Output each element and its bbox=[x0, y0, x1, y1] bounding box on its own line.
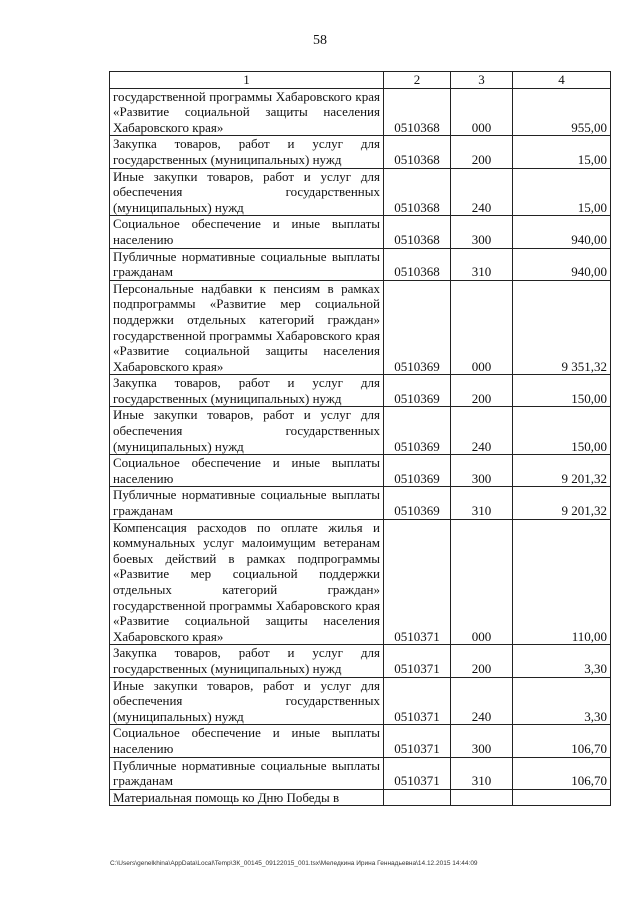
row-amount bbox=[513, 789, 611, 806]
row-amount: 3,30 bbox=[513, 677, 611, 725]
row-amount: 9 201,32 bbox=[513, 455, 611, 487]
row-description: Публичные нормативные социальные выплаты гражданам bbox=[110, 487, 384, 519]
row-amount: 15,00 bbox=[513, 168, 611, 216]
table-row bbox=[110, 136, 611, 168]
row-target-code: 0510369 bbox=[384, 487, 451, 519]
row-amount: 9 201,32 bbox=[513, 487, 611, 519]
row-amount: 940,00 bbox=[513, 248, 611, 280]
row-description: Закупка товаров, работ и услуг для государственных (муниципальных) нужд bbox=[110, 645, 384, 677]
row-amount: 955,00 bbox=[513, 88, 611, 136]
row-target-code: 0510371 bbox=[384, 519, 451, 645]
table-row bbox=[110, 216, 611, 248]
row-description: Публичные нормативные социальные выплаты гражданам bbox=[110, 248, 384, 280]
table-row bbox=[110, 645, 611, 677]
row-target-code: 0510371 bbox=[384, 725, 451, 757]
table-row bbox=[110, 789, 611, 806]
row-description: Материальная помощь ко Дню Победы в bbox=[110, 789, 384, 806]
row-description: Иные закупки товаров, работ и услуг для обеспечения государственных (муниципальных) нужд bbox=[110, 407, 384, 455]
row-amount: 150,00 bbox=[513, 407, 611, 455]
header-row bbox=[110, 72, 611, 89]
row-expense-type: 240 bbox=[451, 168, 513, 216]
row-amount: 3,30 bbox=[513, 645, 611, 677]
row-description: Социальное обеспечение и иные выплаты населению bbox=[110, 455, 384, 487]
table-row bbox=[110, 407, 611, 455]
row-description: Иные закупки товаров, работ и услуг для обеспечения государственных (муниципальных) нужд bbox=[110, 168, 384, 216]
row-amount: 106,70 bbox=[513, 725, 611, 757]
row-expense-type: 200 bbox=[451, 375, 513, 407]
row-target-code: 0510369 bbox=[384, 407, 451, 455]
row-description: Компенсация расходов по оплате жилья и коммунальных услуг малоимущим ветеранам боевых действий в рамках подпрограммы «Развитие мер социальной поддержки отдельных категорий граждан» государственной программы Хабаровского края «Развитие социальной защиты населения Хабаровского края» bbox=[110, 519, 384, 645]
table-row bbox=[110, 725, 611, 757]
row-description: Социальное обеспечение и иные выплаты населению bbox=[110, 216, 384, 248]
row-expense-type bbox=[451, 789, 513, 806]
row-amount: 110,00 bbox=[513, 519, 611, 645]
row-expense-type: 310 bbox=[451, 487, 513, 519]
row-expense-type: 240 bbox=[451, 407, 513, 455]
table-row bbox=[110, 519, 611, 645]
row-expense-type: 240 bbox=[451, 677, 513, 725]
row-target-code: 0510369 bbox=[384, 455, 451, 487]
row-description: Персональные надбавки к пенсиям в рамках подпрограммы «Развитие мер социальной поддержки отдельных категорий граждан» государственной программы Хабаровского края «Развитие социальной защиты населения Хабаровского края» bbox=[110, 280, 384, 375]
row-expense-type: 310 bbox=[451, 757, 513, 789]
row-target-code: 0510368 bbox=[384, 216, 451, 248]
row-expense-type: 000 bbox=[451, 519, 513, 645]
row-description: государственной программы Хабаровского края «Развитие социальной защиты населения Хабаровского края» bbox=[110, 88, 384, 136]
row-description: Публичные нормативные социальные выплаты гражданам bbox=[110, 757, 384, 789]
table-row bbox=[110, 455, 611, 487]
row-target-code: 0510368 bbox=[384, 136, 451, 168]
row-description: Иные закупки товаров, работ и услуг для обеспечения государственных (муниципальных) нужд bbox=[110, 677, 384, 725]
table-row bbox=[110, 375, 611, 407]
row-expense-type: 000 bbox=[451, 88, 513, 136]
row-expense-type: 000 bbox=[451, 280, 513, 375]
row-description: Закупка товаров, работ и услуг для государственных (муниципальных) нужд bbox=[110, 136, 384, 168]
row-amount: 150,00 bbox=[513, 375, 611, 407]
row-target-code: 0510371 bbox=[384, 677, 451, 725]
row-amount: 9 351,32 bbox=[513, 280, 611, 375]
column-header-4: 4 bbox=[513, 72, 611, 89]
row-description: Закупка товаров, работ и услуг для государственных (муниципальных) нужд bbox=[110, 375, 384, 407]
footer-path: C:\Users\genelkhina\AppData\Local\Temp\ЗК_00145_09122015_001.tsx\Меледкина Ирина Геннадьевна\14.12.2015 14:44:09 bbox=[110, 860, 478, 867]
budget-table bbox=[109, 71, 611, 806]
row-target-code: 0510369 bbox=[384, 375, 451, 407]
row-expense-type: 300 bbox=[451, 455, 513, 487]
row-target-code: 0510369 bbox=[384, 280, 451, 375]
table-row bbox=[110, 757, 611, 789]
table-row bbox=[110, 280, 611, 375]
row-amount: 106,70 bbox=[513, 757, 611, 789]
row-target-code: 0510368 bbox=[384, 88, 451, 136]
table-row bbox=[110, 88, 611, 136]
row-target-code: 0510368 bbox=[384, 168, 451, 216]
table-row bbox=[110, 168, 611, 216]
row-expense-type: 200 bbox=[451, 645, 513, 677]
row-expense-type: 200 bbox=[451, 136, 513, 168]
row-target-code: 0510371 bbox=[384, 645, 451, 677]
table-row bbox=[110, 677, 611, 725]
row-expense-type: 300 bbox=[451, 216, 513, 248]
row-amount: 15,00 bbox=[513, 136, 611, 168]
row-expense-type: 310 bbox=[451, 248, 513, 280]
column-header-3: 3 bbox=[451, 72, 513, 89]
row-target-code: 0510368 bbox=[384, 248, 451, 280]
table-row bbox=[110, 487, 611, 519]
column-header-2: 2 bbox=[384, 72, 451, 89]
row-amount: 940,00 bbox=[513, 216, 611, 248]
row-target-code: 0510371 bbox=[384, 757, 451, 789]
row-target-code bbox=[384, 789, 451, 806]
page-number: 58 bbox=[313, 33, 327, 48]
row-description: Социальное обеспечение и иные выплаты населению bbox=[110, 725, 384, 757]
table-row bbox=[110, 248, 611, 280]
table-body bbox=[110, 88, 611, 806]
column-header-1: 1 bbox=[110, 72, 384, 89]
row-expense-type: 300 bbox=[451, 725, 513, 757]
